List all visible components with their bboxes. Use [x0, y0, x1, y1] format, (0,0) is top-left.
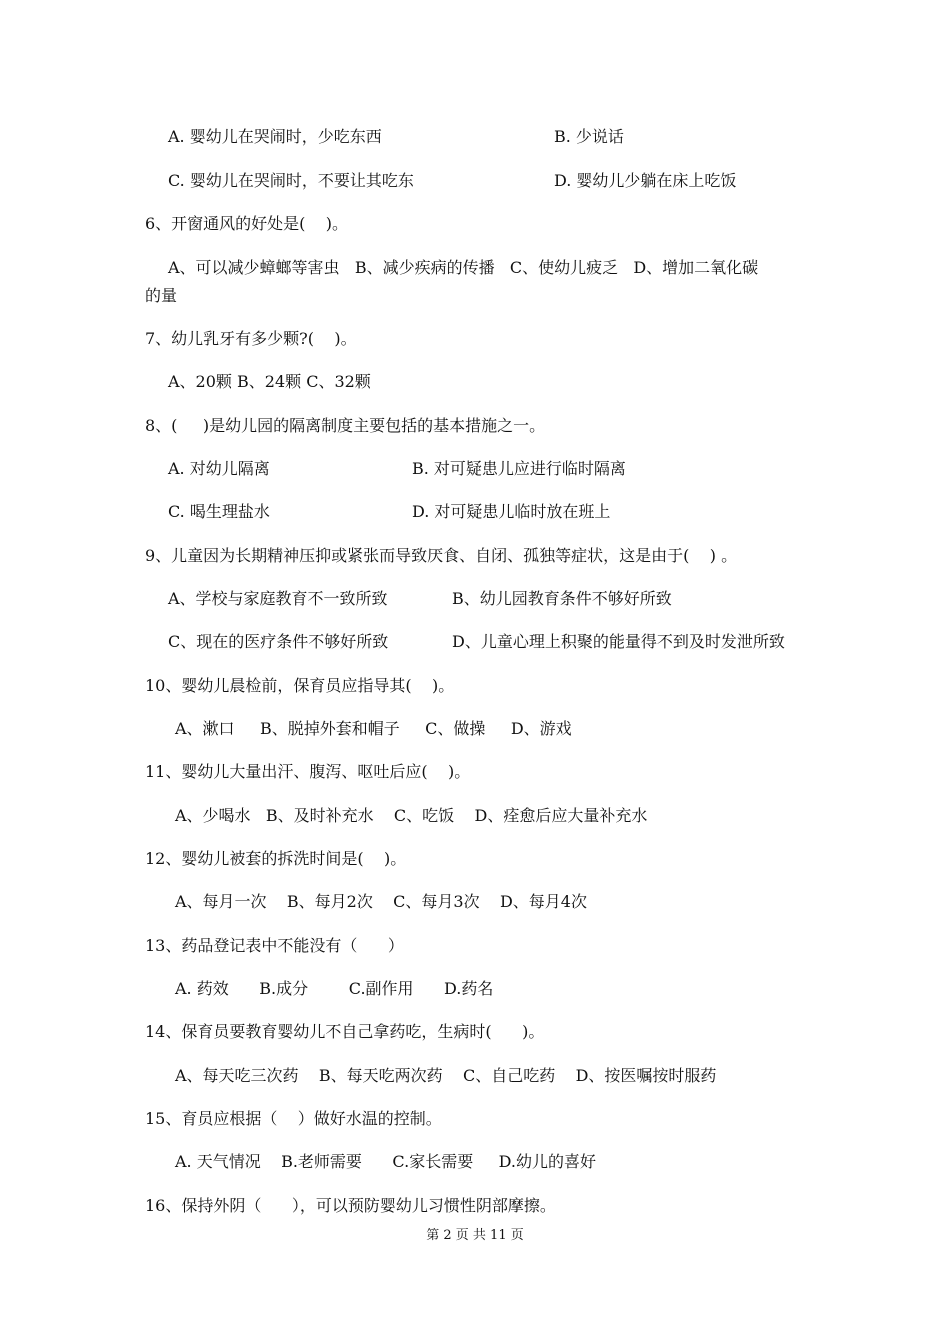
q9-option-a: A、学校与家庭教育不一致所致 — [168, 589, 388, 608]
q9-stem: 9、儿童因为长期精神压抑或紧张而导致厌食、自闭、孤独等症状，这是由于( ) 。 — [145, 546, 738, 565]
q9-option-b: B、幼儿园教育条件不够好所致 — [452, 589, 672, 608]
q13-options: A. 药效 B.成分 C.副作用 D.药名 — [175, 979, 494, 998]
q10-options: A、漱口 B、脱掉外套和帽子 C、做操 D、游戏 — [175, 719, 572, 738]
q14-stem: 14、保育员要教育婴幼儿不自己拿药吃，生病时( )。 — [145, 1022, 545, 1041]
q8-option-b: B. 对可疑患儿应进行临时隔离 — [412, 459, 626, 478]
q11-stem: 11、婴幼儿大量出汗、腹泻、呕吐后应( )。 — [145, 762, 471, 781]
q12-options: A、每月一次 B、每月2次 C、每月3次 D、每月4次 — [175, 892, 587, 911]
q5-option-b: B. 少说话 — [554, 127, 624, 146]
q15-options: A. 天气情况 B.老师需要 C.家长需要 D.幼儿的喜好 — [175, 1152, 596, 1171]
q7-options: A、20颗 B、24颗 C、32颗 — [168, 372, 371, 391]
q6-options: A、可以减少蟑螂等害虫 B、减少疾病的传播 C、使幼儿疲乏 D、增加二氧化碳 — [168, 258, 759, 277]
q8-option-d: D. 对可疑患儿临时放在班上 — [412, 502, 611, 521]
q8-option-c: C. 喝生理盐水 — [168, 502, 270, 521]
q6-options-continued: 的量 — [145, 286, 178, 305]
q16-stem: 16、保持外阴（ ），可以预防婴幼儿习惯性阴部摩擦。 — [145, 1196, 556, 1215]
q9-option-c: C、现在的医疗条件不够好所致 — [168, 632, 389, 651]
q8-stem: 8、( )是幼儿园的隔离制度主要包括的基本措施之一。 — [145, 416, 546, 435]
q11-options: A、少喝水 B、及时补充水 C、吃饭 D、痊愈后应大量补充水 — [175, 806, 648, 825]
q15-stem: 15、育员应根据（ ）做好水温的控制。 — [145, 1109, 442, 1128]
q13-stem: 13、药品登记表中不能没有（ ） — [145, 936, 404, 955]
q8-option-a: A. 对幼儿隔离 — [168, 459, 270, 478]
q5-option-a: A. 婴幼儿在哭闹时，少吃东西 — [168, 127, 382, 146]
q5-option-d: D. 婴幼儿少躺在床上吃饭 — [554, 171, 737, 190]
q14-options: A、每天吃三次药 B、每天吃两次药 C、自己吃药 D、按医嘱按时服药 — [175, 1066, 717, 1085]
q6-stem: 6、开窗通风的好处是( )。 — [145, 214, 349, 233]
page-number-footer: 第 2 页 共 11 页 — [426, 1228, 524, 1243]
q9-option-d: D、儿童心理上积聚的能量得不到及时发泄所致 — [452, 632, 785, 651]
q12-stem: 12、婴幼儿被套的拆洗时间是( )。 — [145, 849, 407, 868]
q10-stem: 10、婴幼儿晨检前，保育员应指导其( )。 — [145, 676, 455, 695]
q7-stem: 7、幼儿乳牙有多少颗?( )。 — [145, 329, 357, 348]
q5-option-c: C. 婴幼儿在哭闹时，不要让其吃东 — [168, 171, 414, 190]
